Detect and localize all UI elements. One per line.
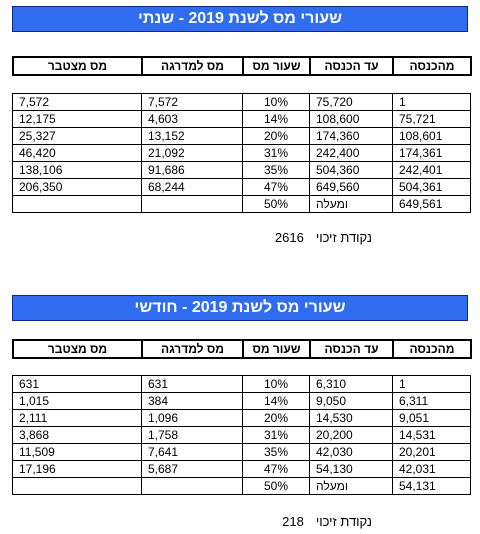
from-income-cell: 54,131	[393, 478, 471, 495]
annual-credit-value: 2616	[274, 230, 304, 245]
tax-per-bracket-cell: 1,096	[142, 410, 243, 427]
cumulative-tax-cell: 138,106	[13, 162, 142, 179]
to-income-cell: ומעלה	[310, 478, 393, 495]
table-row	[13, 461, 471, 478]
monthly-credit-label: נקודת זיכוי	[315, 514, 372, 529]
table-row	[13, 179, 471, 196]
tax-per-bracket-cell: 7,641	[142, 444, 243, 461]
tax-rate-cell: 47%	[243, 461, 310, 478]
monthly-title: שעורי מס לשנת 2019 - חודשי	[134, 299, 346, 316]
to-income-cell: 75,720	[310, 94, 393, 111]
to-income-cell: 42,030	[310, 444, 393, 461]
cumulative-tax-cell: 2,111	[13, 410, 142, 427]
to-income-cell: 9,050	[310, 393, 393, 410]
monthly-credit-value: 218	[282, 514, 304, 529]
tax-per-bracket-cell	[142, 478, 243, 495]
monthly-title-banner	[12, 295, 468, 321]
annual-rates-table	[12, 93, 471, 213]
table-row	[13, 478, 471, 495]
tax-per-bracket-cell: 91,686	[142, 162, 243, 179]
header-tax-rate: שעור מס	[243, 57, 310, 75]
header-from-income: מהכנסה	[393, 57, 471, 75]
to-income-cell: 504,360	[310, 162, 393, 179]
annual-credit-label: נקודת זיכוי	[315, 230, 372, 245]
cumulative-tax-cell	[13, 196, 142, 213]
tax-per-bracket-cell: 631	[142, 376, 243, 393]
to-income-cell: 14,530	[310, 410, 393, 427]
from-income-cell: 9,051	[393, 410, 471, 427]
to-income-cell: 54,130	[310, 461, 393, 478]
to-income-cell: 649,560	[310, 179, 393, 196]
cumulative-tax-cell: 46,420	[13, 145, 142, 162]
table-row	[13, 196, 471, 213]
cumulative-tax-cell: 25,327	[13, 128, 142, 145]
table-row	[13, 444, 471, 461]
monthly-credit-point	[282, 514, 372, 529]
header-to-income: עד הכנסה	[310, 340, 393, 358]
table-row	[13, 393, 471, 410]
from-income-cell: 6,311	[393, 393, 471, 410]
from-income-cell: 42,031	[393, 461, 471, 478]
tax-per-bracket-cell	[142, 196, 243, 213]
monthly-header-row	[13, 340, 471, 358]
tax-rate-cell: 35%	[243, 444, 310, 461]
cumulative-tax-cell: 17,196	[13, 461, 142, 478]
table-row	[13, 427, 471, 444]
tax-rate-cell: 10%	[243, 376, 310, 393]
cumulative-tax-cell: 7,572	[13, 94, 142, 111]
header-tax-per-bracket: מס למדרגה	[142, 57, 243, 75]
tax-rate-cell: 20%	[243, 410, 310, 427]
annual-header-table	[12, 56, 472, 76]
from-income-cell: 649,561	[393, 196, 471, 213]
annual-title: שעורי מס לשנת 2019 - שנתי	[138, 10, 342, 27]
tax-per-bracket-cell: 13,152	[142, 128, 243, 145]
table-row	[13, 162, 471, 179]
monthly-header-table	[12, 339, 472, 359]
from-income-cell: 174,361	[393, 145, 471, 162]
cumulative-tax-cell	[13, 478, 142, 495]
tax-rate-cell: 35%	[243, 162, 310, 179]
from-income-cell: 1	[393, 94, 471, 111]
cumulative-tax-cell: 206,350	[13, 179, 142, 196]
annual-header-row	[13, 57, 471, 75]
from-income-cell: 504,361	[393, 179, 471, 196]
tax-rate-cell: 14%	[243, 111, 310, 128]
cumulative-tax-cell: 12,175	[13, 111, 142, 128]
table-row	[13, 410, 471, 427]
tax-rate-cell: 10%	[243, 94, 310, 111]
header-tax-rate: שעור מס	[243, 340, 310, 358]
tax-per-bracket-cell: 68,244	[142, 179, 243, 196]
from-income-cell: 14,531	[393, 427, 471, 444]
tax-per-bracket-cell: 1,758	[142, 427, 243, 444]
tax-rate-cell: 47%	[243, 179, 310, 196]
to-income-cell: 20,200	[310, 427, 393, 444]
tax-per-bracket-cell: 21,092	[142, 145, 243, 162]
tax-rate-cell: 50%	[243, 478, 310, 495]
tax-rate-cell: 14%	[243, 393, 310, 410]
from-income-cell: 1	[393, 376, 471, 393]
table-row	[13, 376, 471, 393]
header-to-income: עד הכנסה	[310, 57, 393, 75]
header-cumulative-tax: מס מצטבר	[13, 340, 142, 358]
cumulative-tax-cell: 11,509	[13, 444, 142, 461]
to-income-cell: 108,600	[310, 111, 393, 128]
tax-rate-cell: 31%	[243, 427, 310, 444]
to-income-cell: ומעלה	[310, 196, 393, 213]
to-income-cell: 174,360	[310, 128, 393, 145]
header-from-income: מהכנסה	[393, 340, 471, 358]
from-income-cell: 20,201	[393, 444, 471, 461]
table-row	[13, 145, 471, 162]
tax-rate-cell: 31%	[243, 145, 310, 162]
cumulative-tax-cell: 3,868	[13, 427, 142, 444]
from-income-cell: 75,721	[393, 111, 471, 128]
to-income-cell: 6,310	[310, 376, 393, 393]
annual-title-banner	[12, 6, 468, 32]
tax-per-bracket-cell: 5,687	[142, 461, 243, 478]
table-row	[13, 128, 471, 145]
table-row	[13, 94, 471, 111]
cumulative-tax-cell: 1,015	[13, 393, 142, 410]
table-row	[13, 111, 471, 128]
from-income-cell: 242,401	[393, 162, 471, 179]
from-income-cell: 108,601	[393, 128, 471, 145]
tax-per-bracket-cell: 4,603	[142, 111, 243, 128]
annual-credit-point	[275, 230, 372, 245]
to-income-cell: 242,400	[310, 145, 393, 162]
tax-rate-cell: 20%	[243, 128, 310, 145]
tax-rate-cell: 50%	[243, 196, 310, 213]
header-cumulative-tax: מס מצטבר	[13, 57, 142, 75]
monthly-rates-table	[12, 375, 471, 495]
cumulative-tax-cell: 631	[13, 376, 142, 393]
header-tax-per-bracket: מס למדרגה	[142, 340, 243, 358]
tax-per-bracket-cell: 7,572	[142, 94, 243, 111]
tax-per-bracket-cell: 384	[142, 393, 243, 410]
